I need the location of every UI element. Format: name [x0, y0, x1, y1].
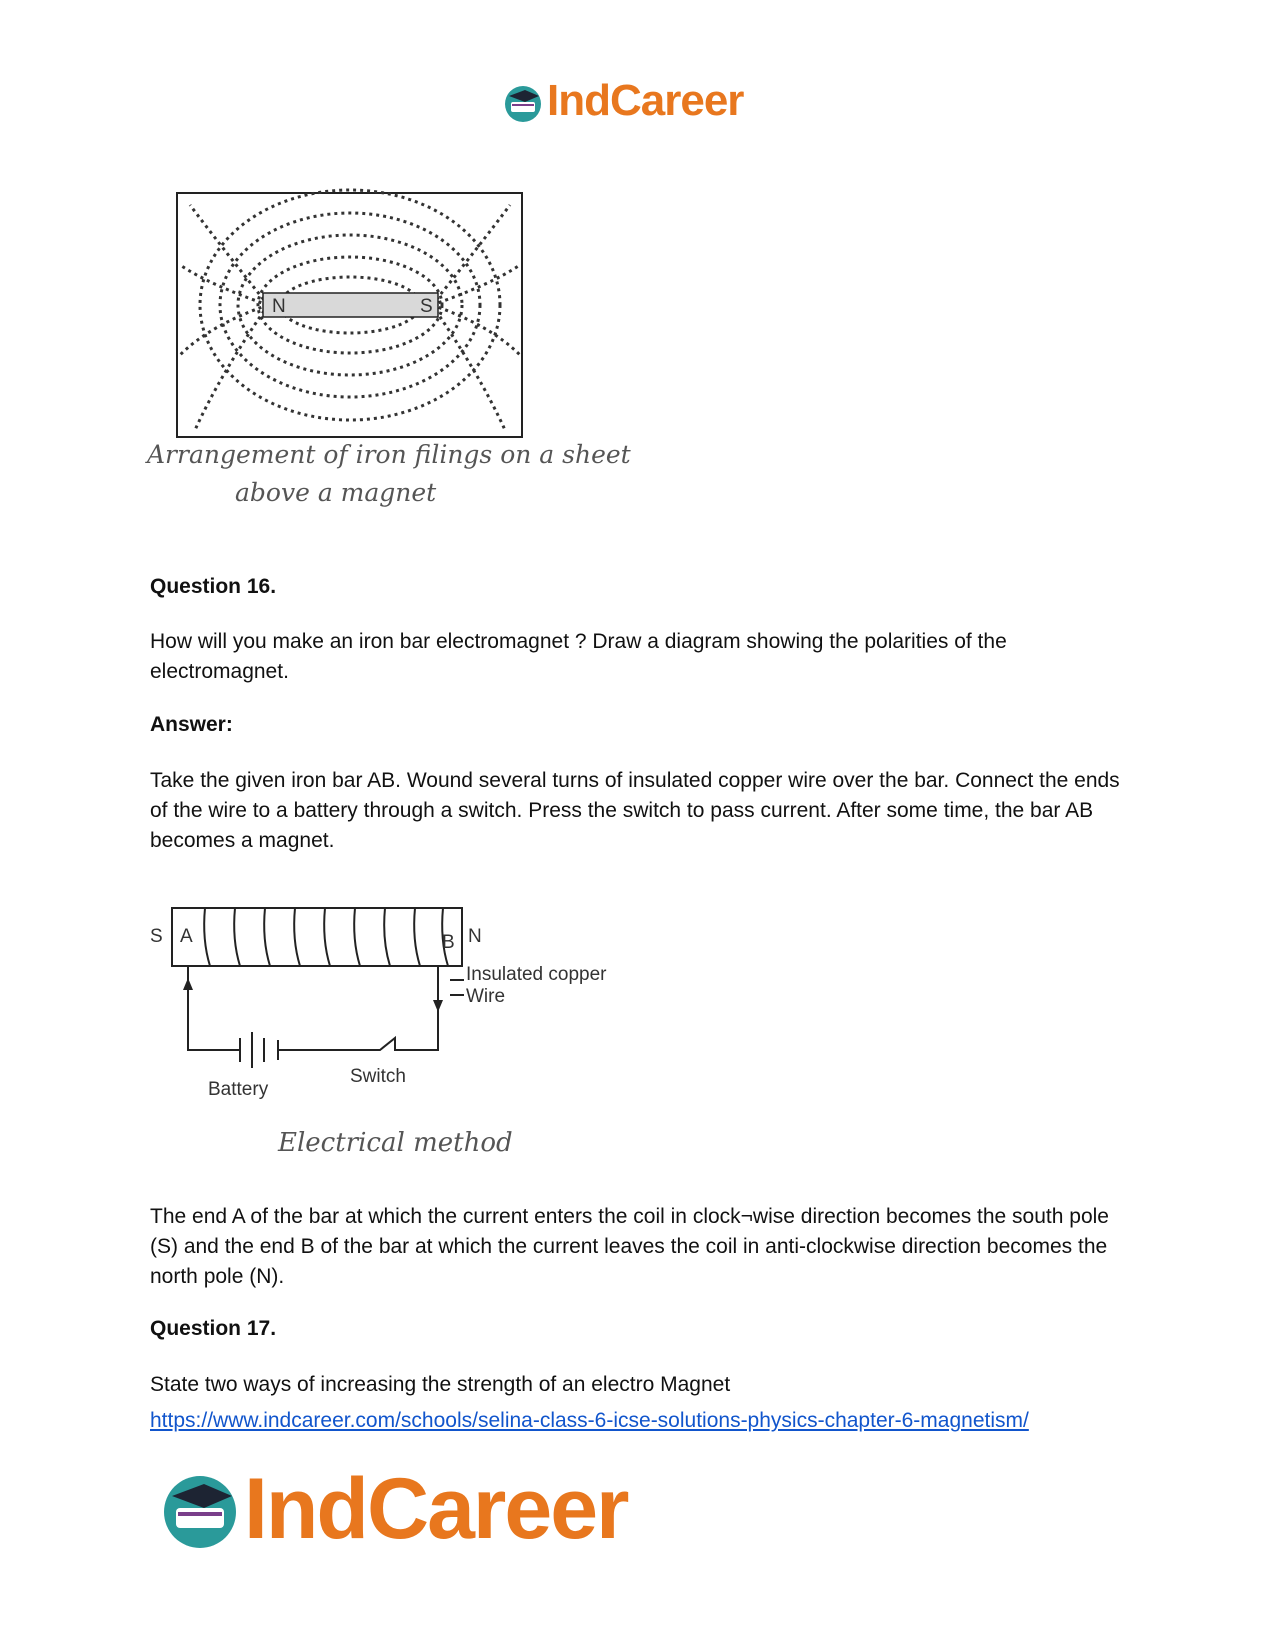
pole-label-s: S: [150, 926, 163, 947]
graduation-cap-icon: [160, 1472, 240, 1552]
wire-label-line2: Wire: [466, 986, 506, 1007]
explanation-text: The end A of the bar at which the current enters the coil in clock¬wise direction becomes the south pole (S) and the end B of the bar at which the current leaves the coil in anti-clockwise direction becomes the north pole (N).: [150, 1205, 1109, 1288]
brand-name: IndCareer: [547, 76, 744, 125]
switch-label: Switch: [350, 1066, 406, 1087]
figure1-caption-line1: Arrangement of iron filings on a sheet: [147, 440, 631, 469]
figure2-caption: Electrical method: [278, 1128, 513, 1158]
source-link[interactable]: https://www.indcareer.com/schools/selina-class-6-icse-solutions-physics-chapter-6-magnetism/: [150, 1409, 1029, 1432]
electromagnet-circuit-diagram: [150, 900, 650, 1140]
brand-name: IndCareer: [244, 1461, 628, 1557]
iron-filings-figure: [147, 185, 670, 545]
bar-end-b: B: [442, 932, 455, 953]
footer-logo: [160, 1461, 700, 1562]
bar-end-a: A: [180, 926, 193, 947]
electromagnet-figure: [150, 900, 650, 1185]
answer-16-label: Answer:: [150, 713, 233, 736]
question-16-text: How will you make an iron bar electromagnet ? Draw a diagram showing the polarities of the electromagnet.: [150, 630, 1007, 683]
header-logo: [503, 76, 793, 130]
pole-label-n: N: [468, 926, 482, 947]
wire-label-line1: Insulated copper: [466, 964, 607, 985]
source-link-wrapper: [150, 1406, 1130, 1436]
answer-16-text: Take the given iron bar AB. Wound several turns of insulated copper wire over the bar. Connect the ends of the wire to a battery through a switch. Press the switch to pass current. After some time, the bar AB becomes a magnet.: [150, 769, 1120, 852]
magnet-pole-n: N: [272, 296, 286, 317]
question-17-heading: Question 17.: [150, 1317, 277, 1340]
question-17-text: State two ways of increasing the strength of an electro Magnet: [150, 1373, 731, 1396]
battery-label: Battery: [208, 1079, 269, 1100]
magnet-pole-s: S: [420, 296, 433, 317]
question-16-heading: Question 16.: [150, 575, 277, 598]
graduation-cap-icon: [503, 84, 543, 124]
figure1-caption-line2: above a magnet: [235, 478, 437, 507]
